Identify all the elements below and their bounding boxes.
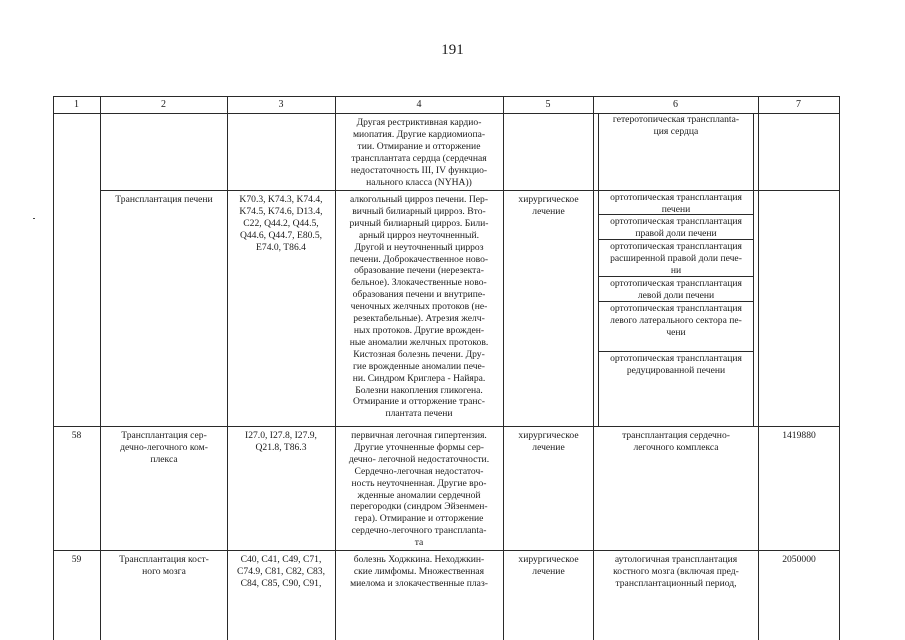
grid-line xyxy=(53,96,839,97)
cont-diagnosis-text: Другая рестриктивная кардио- миопатия. Другие кардиомиопа- тии. Отмирание и отторжение трансплантата сердца (сердечная недостаточность III, IV функцио- нального класса (NYHA)) xyxy=(350,117,488,188)
row59-method: аутологичная трансплантация костного мозга (включая пред- трансплантационный период, xyxy=(613,554,739,589)
liver-diagnosis: алкогольный цирроз печени. Пер- вичный билиарный цирроз. Вто- ричный билиарный цирроз. Били- арный цирроз неуточненный. Другой и неуточненный цирроз печени. Доброкачественное ново- образование печени (нерезекта- бельное). Злокачественные ново- образования печени и внутрипе- ченочных желчных протоков (не- резектабельные). Атрезия желч- ных протоков. Другие врожден- ные аномалии желчных протоков. Кистозная болезнь печени. Дру- гие врожденные аномалии пече- ни. Синдром Криглера - Найяра. Болезни накопления гликогена. Отмирание и отторжение транс- плантата печени xyxy=(349,194,489,420)
liver-treatment-type: хирургическое лечение xyxy=(518,194,579,217)
liver-method-4: ортотопическая трансплантация левой доли печени xyxy=(598,277,754,302)
header-col-1: 1 xyxy=(74,99,79,110)
cont-method-box: гетеротопическая трансплanta- ция сердца xyxy=(598,113,754,191)
row58-procedure-name: Трансплантация сер- дечно-легочного ком- плекса xyxy=(120,430,208,465)
row58-codes: I27.0, I27.8, I27.9, Q21.8, T86.3 xyxy=(245,430,317,453)
header-col-3: 3 xyxy=(278,99,284,110)
row59-codes: C40, C41, C49, C71, C74.9, C81, C82, C83, C84, C85, C90, C91, xyxy=(237,554,325,589)
row58-cost: 1419880 xyxy=(782,430,816,441)
row58-diagnosis: первичная легочная гипертензия. Другие уточненные формы сер- дечно- легочной недостаточности. Сердечно-легочная недостаточ- ность неуточненная. Другие вро- жденные аномалии сердечной перегородки (синдром Эйзенмен- гера). Отмирание и отторжение сердечно-легочного трансплanta- та xyxy=(348,430,490,549)
row59-diagnosis: болезнь Ходжкина. Неходжкин- ские лимфомы. Множественная миелома и злокачественные плаз- xyxy=(350,554,488,589)
page-number: 191 xyxy=(441,42,464,58)
liver-procedure-name: Трансплантация печени xyxy=(115,194,213,205)
row59-treatment-type: хирургическое лечение xyxy=(518,554,579,577)
grid-line xyxy=(53,426,839,427)
row58-method: трансплантация сердечно- легочного комплекса xyxy=(622,430,730,453)
liver-method-3: ортотопическая трансплантация расширенной правой доли пече- ни xyxy=(598,240,754,277)
scan-speck xyxy=(33,218,35,219)
row59-procedure-name: Трансплантация кост- ного мозга xyxy=(119,554,209,577)
header-col-5: 5 xyxy=(545,99,551,110)
row58-treatment-type: хирургическое лечение xyxy=(518,430,579,453)
liver-method-1: ортотопическая трансплантация печени xyxy=(598,190,754,215)
grid-line xyxy=(53,550,839,551)
liver-method-2: ортотопическая трансплантация правой доли печени xyxy=(598,215,754,240)
liver-method-6: ортотопическая трансплантация редуцированной печени xyxy=(598,352,754,426)
header-col-7: 7 xyxy=(796,99,801,110)
row58-number: 58 xyxy=(71,430,82,441)
row59-cost: 2050000 xyxy=(782,554,816,565)
header-col-2: 2 xyxy=(161,99,166,110)
header-col-6: 6 xyxy=(673,99,678,110)
row59-number: 59 xyxy=(71,554,82,565)
liver-codes: K70.3, K74.3, K74.4, K74.5, K74.6, D13.4, C22, Q44.2, Q44.5, Q44.6, Q44.7, E80.5, E74.0, T86.4 xyxy=(239,194,323,253)
grid-line xyxy=(839,96,840,640)
liver-method-5: ортотопическая трансплантация левого латерального сектора пе- чени xyxy=(598,302,754,352)
header-col-4: 4 xyxy=(416,99,422,110)
medical-procedures-table xyxy=(53,96,839,640)
